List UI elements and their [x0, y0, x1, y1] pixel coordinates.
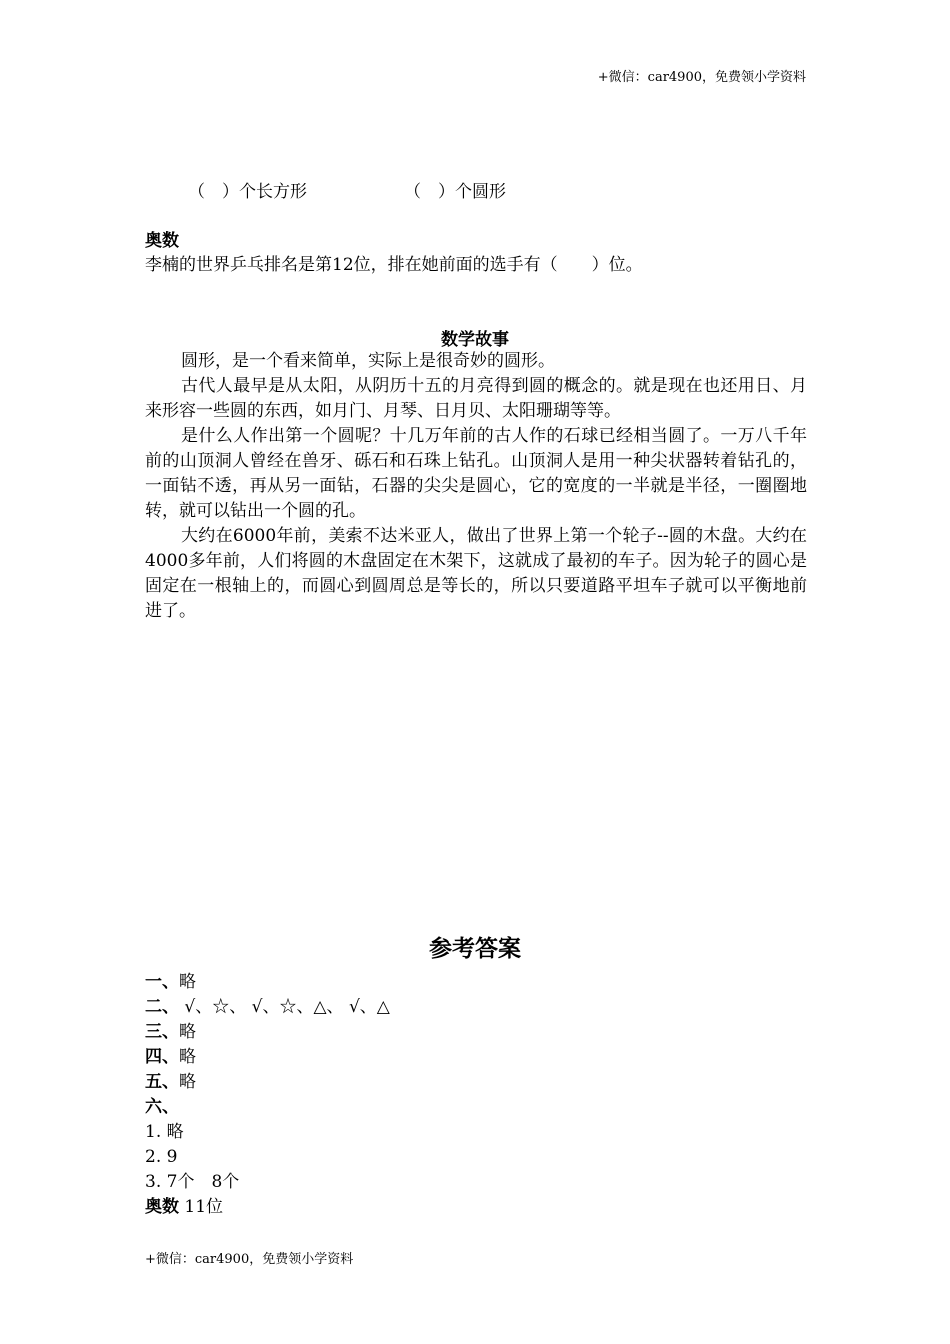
olympiad-heading: 奥数 — [145, 231, 179, 251]
answer-item — [145, 1020, 390, 1045]
story-paragraph: 是什么人作出第一个圆呢？十几万年前的古人作的石球已经相当圆了。一万八千年前的山顶洞人曾经在兽牙、砾石和石珠上钻孔。山顶洞人是用一种尖状器转着钻孔的，一面钻不透，再从另一面钻，石器的尖尖是圆心，它的宽度的一半就是半径，一圈圈地转，就可以钻出一个圆的孔。 — [145, 426, 807, 521]
answer-item — [145, 1045, 390, 1070]
answer-olympiad-label: 奥数 — [145, 1197, 179, 1217]
answer-sub-item: 3. 7个 8个 — [145, 1172, 240, 1192]
answer-list — [145, 970, 390, 1220]
answer-item — [145, 1070, 390, 1095]
answer-title: 参考答案 — [429, 935, 521, 962]
answer-value: 略 — [179, 1022, 196, 1042]
story-paragraph: 大约在6000年前，美索不达米亚人，做出了世界上第一个轮子--圆的木盘。大约在4000多年前，人们将圆的木盘固定在木架下，这就成了最初的车子。因为轮子的圆心是固定在一根轴上的，而圆心到圆周总是等长的，所以只要道路平坦车子就可以平衡地前进了。 — [145, 526, 807, 621]
answer-label: 六、 — [145, 1097, 179, 1117]
answer-label: 四、 — [145, 1047, 179, 1067]
answer-value: 略 — [179, 972, 196, 992]
answer-olympiad-value: 11位 — [179, 1197, 224, 1217]
story-title: 数学故事 — [441, 330, 509, 350]
answer-value: √、☆、 √、☆、△、 √、△ — [179, 997, 390, 1017]
rectangle-count-blank: （ ）个长方形 — [188, 182, 307, 202]
answer-sub-item: 1. 略 — [145, 1122, 184, 1142]
answer-label: 二、 — [145, 997, 179, 1017]
footer-note: +微信：car4900，免费领小学资料 — [145, 1252, 354, 1267]
answer-item — [145, 995, 390, 1020]
answer-label: 三、 — [145, 1022, 179, 1042]
answer-item — [145, 1095, 390, 1120]
story-paragraph: 圆形，是一个看来简单，实际上是很奇妙的圆形。 — [181, 351, 555, 371]
circle-count-blank: （ ）个圆形 — [404, 182, 506, 202]
answer-sub-item: 2. 9 — [145, 1147, 178, 1167]
answer-olympiad — [145, 1195, 390, 1220]
story-paragraph: 古代人最早是从太阳，从阴历十五的月亮得到圆的概念的。就是现在也还用日、月来形容一些圆的东西，如月门、月琴、日月贝、太阳珊瑚等等。 — [145, 376, 807, 421]
answer-value: 略 — [179, 1047, 196, 1067]
answer-label: 一、 — [145, 972, 179, 992]
header-note: +微信：car4900，免费领小学资料 — [597, 70, 806, 85]
story-body — [145, 349, 807, 624]
answer-label: 五、 — [145, 1072, 179, 1092]
answer-item — [145, 970, 390, 995]
answer-value: 略 — [179, 1072, 196, 1092]
olympiad-question: 李楠的世界乒乓排名是第12位，排在她前面的选手有（ ）位。 — [145, 255, 643, 275]
